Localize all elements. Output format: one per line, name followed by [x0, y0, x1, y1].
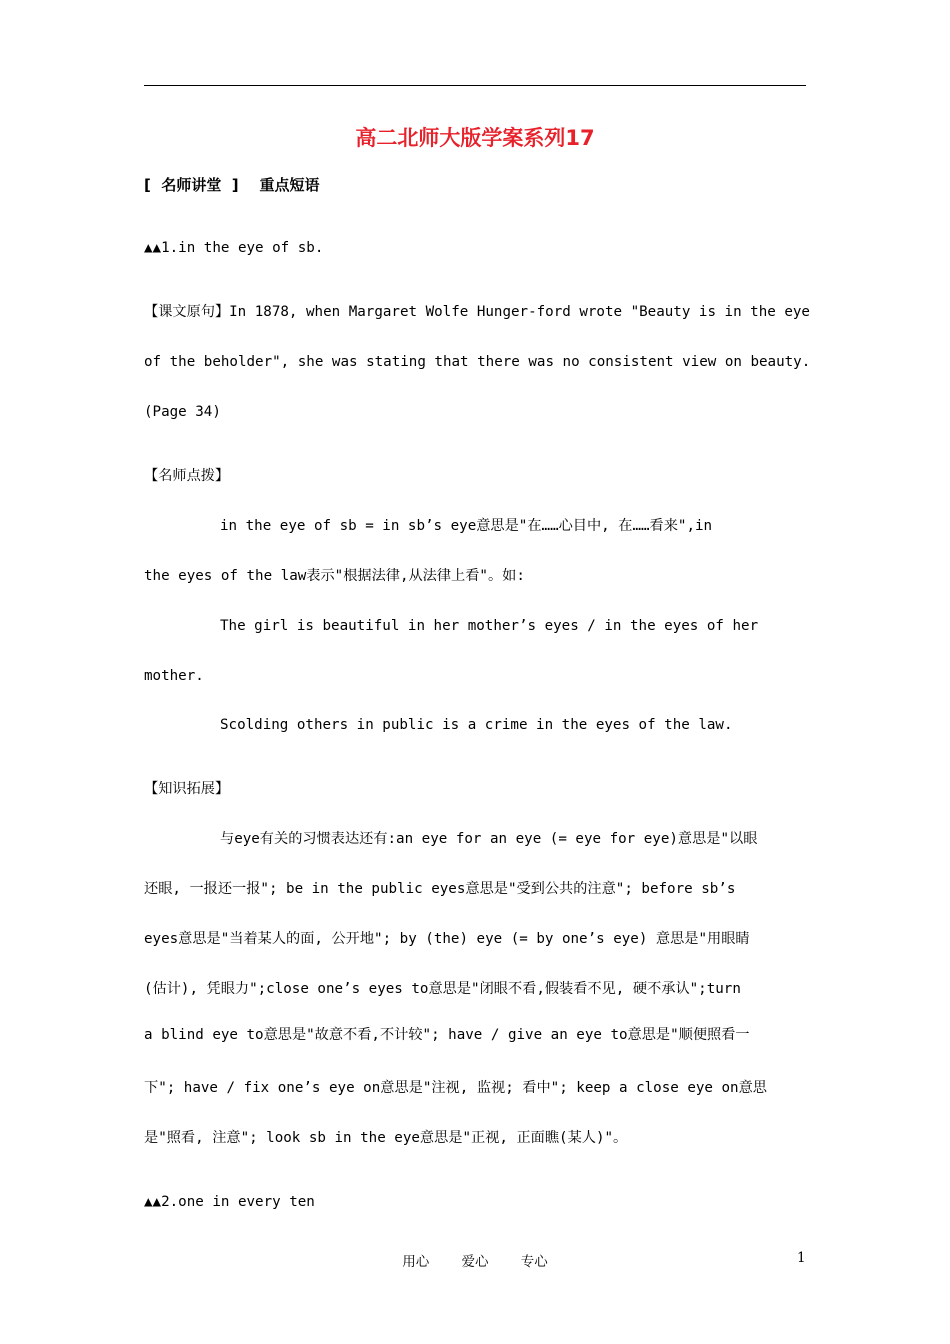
- page-title: 高二北师大版学案系列17: [355, 126, 595, 150]
- example-line: mother.: [144, 668, 204, 684]
- subheading: 【名师点拨】: [144, 468, 230, 484]
- page-number: 1: [797, 1250, 806, 1266]
- text-line: 【课文原句】In 1878, when Margaret Wolfe Hunger-ford wrote "Beauty is in the eye: [144, 304, 810, 320]
- phrase-heading-1: ▲▲1.in the eye of sb.: [144, 240, 324, 256]
- text-line: 还眼, 一报还一报"; be in the public eyes意思是"受到公共的注意"; before sb’s: [144, 881, 736, 897]
- footer: [0, 1250, 950, 1270]
- subheading: 【知识拓展】: [144, 781, 230, 797]
- section-subtitle: 重点短语: [259, 176, 320, 194]
- text-line: 下"; have / fix one’s eye on意思是"注视, 监视; 看中"; keep a close eye on意思: [144, 1080, 767, 1096]
- footer-word: 用心: [402, 1254, 430, 1270]
- text-line: eyes意思是"当着某人的面, 公开地"; by (the) eye (= by one’s eye) 意思是"用眼睛: [144, 931, 750, 947]
- text-line: a blind eye to意思是"故意不看,不计较"; have / give an eye to意思是"顺便照看一: [144, 1027, 750, 1043]
- header-rule: [144, 85, 806, 86]
- example-line: The girl is beautiful in her mother’s eyes / in the eyes of her: [220, 618, 759, 634]
- phrase-heading-2: ▲▲2.one in every ten: [144, 1194, 315, 1210]
- text-line: 是"照看, 注意"; look sb in the eye意思是"正视, 正面瞧(某人)"。: [144, 1130, 628, 1146]
- section-heading: [144, 174, 320, 195]
- text-line: the eyes of the law表示"根据法律,从法律上看"。如:: [144, 568, 525, 584]
- text-line: of the beholder", she was stating that there was no consistent view on beauty.: [144, 354, 811, 370]
- section-label: 名师讲堂: [161, 176, 222, 194]
- text-line: in the eye of sb = in sb’s eye意思是"在……心目中, 在……看来",in: [220, 518, 713, 534]
- text-line: (Page 34): [144, 404, 221, 420]
- bracket-right: ]: [231, 176, 239, 194]
- example-line: Scolding others in public is a crime in the eyes of the law.: [220, 717, 733, 733]
- footer-word: 爱心: [461, 1254, 489, 1270]
- footer-word: 专心: [520, 1254, 548, 1270]
- bracket-left: [: [144, 176, 151, 194]
- text-line: (估计), 凭眼力";close one’s eyes to意思是"闭眼不看,假装看不见, 硬不承认";turn: [144, 981, 741, 997]
- text-line: 与eye有关的习惯表达还有:an eye for an eye (= eye for eye)意思是"以眼: [220, 831, 758, 847]
